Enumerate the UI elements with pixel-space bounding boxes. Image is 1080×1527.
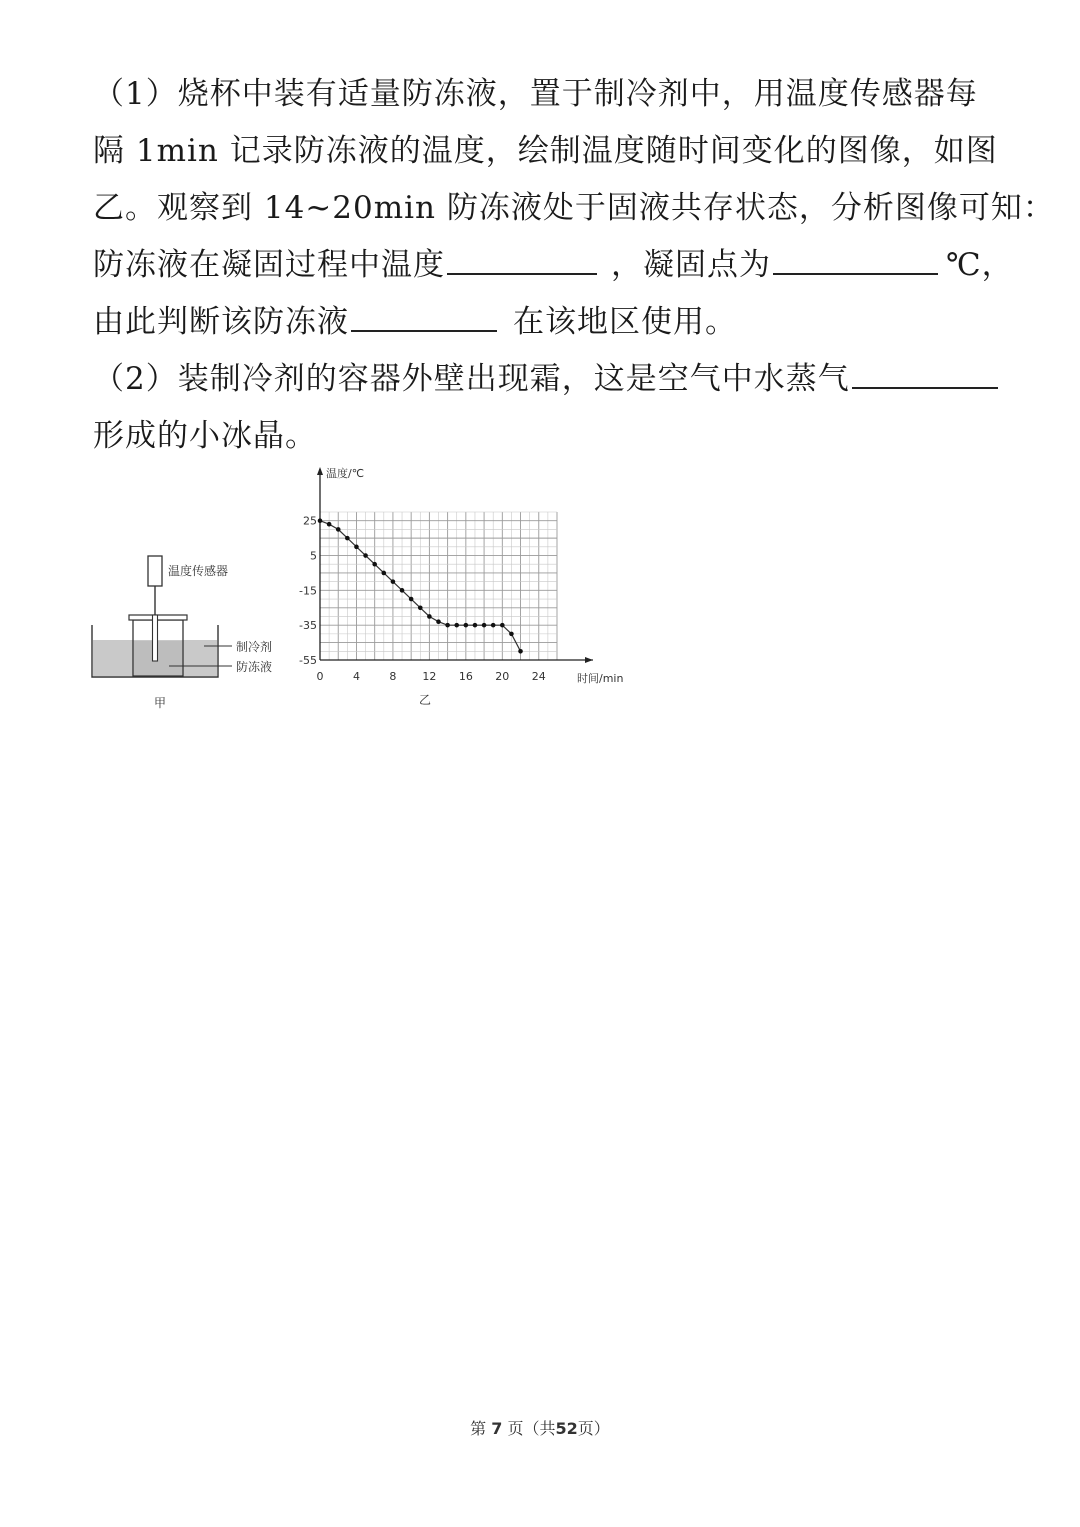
- question-line: 形成的小冰晶。: [93, 418, 317, 454]
- y-tick-label: 5: [310, 549, 317, 563]
- question-part-1: [93, 66, 1055, 351]
- data-point: [464, 623, 469, 628]
- sensor-label: 温度传感器: [168, 564, 229, 578]
- sensor-probe: [153, 615, 158, 661]
- figure-caption-jia: 甲: [154, 696, 167, 710]
- question-text: ，凝固点为: [611, 247, 771, 283]
- question-line: （1）烧杯中装有适量防冻液，置于制冷剂中，用温度传感器每: [93, 76, 978, 112]
- footer-page-number: 7: [491, 1419, 503, 1438]
- x-tick-label: 0: [316, 670, 324, 683]
- x-tick-label: 8: [389, 670, 397, 683]
- y-tick-label: 25: [303, 514, 317, 528]
- y-axis-arrow: [317, 467, 323, 475]
- page-footer: [0, 1416, 1080, 1439]
- figure-svg: [85, 455, 645, 720]
- x-tick-label: 16: [458, 670, 473, 683]
- answer-blank-2[interactable]: [773, 240, 938, 275]
- x-axis-arrow: [585, 657, 593, 663]
- apparatus-diagram: [92, 556, 272, 710]
- question-text: （2）装制冷剂的容器外壁出现霜，这是空气中水蒸气: [93, 361, 850, 397]
- question-text: 在该地区使用。: [513, 304, 737, 340]
- question-line: 乙。观察到 14~20min 防冻液处于固液共存状态，分析图像可知：: [93, 190, 1055, 226]
- question-line: [93, 294, 1023, 351]
- figure-caption-yi: 乙: [418, 693, 432, 707]
- data-point: [382, 571, 387, 576]
- question-text: ℃，: [946, 247, 1014, 283]
- data-point: [345, 536, 350, 541]
- data-point: [391, 579, 396, 584]
- sensor-body: [148, 556, 162, 586]
- footer-suffix: 页）: [577, 1419, 610, 1438]
- y-tick-label: -55: [299, 654, 317, 667]
- y-axis-label: 温度/℃: [326, 467, 365, 480]
- footer-prefix: 第: [470, 1419, 487, 1438]
- x-tick-label: 24: [531, 670, 546, 683]
- data-point: [491, 623, 496, 628]
- temperature-chart: [299, 466, 623, 707]
- data-point: [500, 623, 505, 628]
- data-point: [482, 623, 487, 628]
- y-tick-label: -35: [299, 619, 317, 633]
- x-tick-label: 20: [495, 670, 510, 683]
- question-text: 防冻液在凝固过程中温度: [93, 247, 445, 283]
- y-tick-label: -15: [299, 584, 317, 598]
- question-line: [93, 351, 1023, 408]
- answer-blank-3[interactable]: [351, 297, 497, 332]
- data-point: [318, 518, 323, 523]
- data-point: [427, 614, 432, 619]
- question-part-2: [93, 351, 1023, 465]
- answer-blank-4[interactable]: [852, 354, 998, 389]
- data-point: [445, 623, 450, 628]
- question-text: 由此判断该防冻液: [93, 304, 349, 340]
- question-line: [93, 237, 1023, 294]
- answer-blank-1[interactable]: [447, 240, 597, 275]
- data-point: [473, 623, 478, 628]
- footer-middle: 页（共: [507, 1419, 556, 1438]
- antifreeze-label: 防冻液: [236, 660, 273, 674]
- data-point: [400, 588, 405, 593]
- data-point: [354, 545, 359, 550]
- data-point: [327, 522, 332, 527]
- data-point: [363, 553, 368, 558]
- x-tick-label: 12: [422, 670, 437, 683]
- data-point: [509, 632, 514, 637]
- data-point: [418, 605, 423, 610]
- x-tick-label: 4: [352, 670, 360, 683]
- data-point: [409, 597, 414, 602]
- data-point: [372, 562, 377, 567]
- question-line: 隔 1min 记录防冻液的温度，绘制温度随时间变化的图像，如图: [93, 133, 998, 169]
- x-axis-label: 时间/min: [577, 672, 624, 685]
- figure: [85, 455, 645, 720]
- coolant-label: 制冷剂: [236, 640, 273, 654]
- data-point: [454, 623, 459, 628]
- data-point: [518, 649, 523, 654]
- data-point: [336, 527, 341, 532]
- data-point: [436, 619, 441, 624]
- footer-total-pages: 52: [555, 1419, 578, 1438]
